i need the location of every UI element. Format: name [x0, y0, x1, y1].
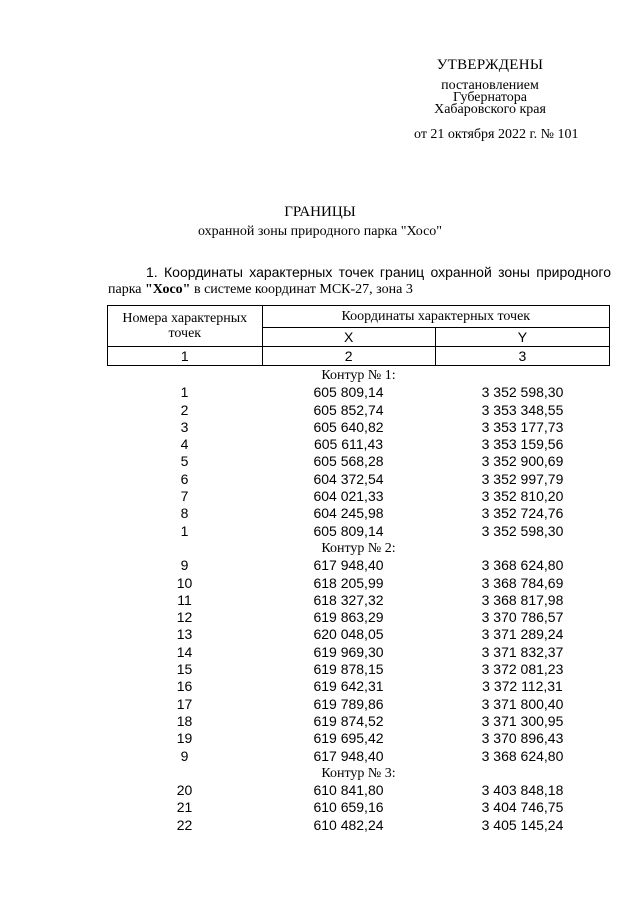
coordinate-y: 3 403 848,18 — [481, 782, 564, 799]
coordinate-x: 604 372,54 — [313, 470, 384, 487]
section-line-1 — [108, 264, 611, 281]
point-number: 8 — [180, 505, 189, 522]
point-number: 22 — [176, 816, 193, 833]
section-line-2 — [108, 281, 611, 298]
coordinate-y: 3 404 746,75 — [481, 799, 564, 816]
coordinate-x: 619 878,15 — [313, 661, 384, 678]
point-number: 13 — [176, 626, 193, 643]
coordinate-x: 618 327,32 — [313, 591, 384, 608]
coordinate-x: 619 789,86 — [313, 695, 384, 712]
point-number: 1 — [180, 384, 189, 401]
contour-label: Контур № 2: — [321, 540, 396, 556]
table-row — [107, 644, 610, 661]
approval-date: от 21 октября 2022 г. № 101 — [414, 127, 579, 142]
point-number: 5 — [180, 453, 189, 470]
point-number: 14 — [176, 643, 193, 660]
point-number: 11 — [177, 591, 192, 608]
coordinate-y: 3 370 896,43 — [481, 730, 564, 747]
coordinate-y: 3 372 081,23 — [481, 661, 564, 678]
coordinate-y: 3 353 348,55 — [481, 401, 564, 418]
header-x: X — [262, 328, 435, 347]
table-row — [107, 436, 610, 453]
point-number: 16 — [176, 678, 193, 695]
coordinate-x: 605 809,14 — [313, 522, 384, 539]
contour-label: Контур № 3: — [321, 765, 396, 781]
table-row — [107, 402, 610, 419]
point-number: 20 — [176, 782, 193, 799]
document-subtitle: охранной зоны природного парка "Хосо" — [197, 224, 442, 239]
coordinates-table-header — [107, 305, 610, 366]
coordinate-y: 3 353 159,56 — [481, 436, 564, 453]
coordinate-y: 3 352 598,30 — [481, 384, 564, 401]
point-number: 2 — [180, 401, 189, 418]
coordinate-x: 619 695,42 — [313, 730, 384, 747]
table-row — [107, 609, 610, 626]
coordinate-y: 3 368 817,98 — [481, 591, 564, 608]
coordinate-x: 610 482,24 — [313, 816, 384, 833]
table-row — [107, 713, 610, 730]
approval-line-2: Губернатора — [452, 90, 528, 105]
table-row — [107, 488, 610, 505]
table-row — [107, 523, 610, 540]
coordinate-x: 619 642,31 — [313, 678, 384, 695]
coordinate-x: 619 969,30 — [313, 643, 384, 660]
point-number: 17 — [176, 695, 193, 712]
coordinate-y: 3 405 145,24 — [481, 816, 564, 833]
table-row — [107, 661, 610, 678]
coordinates-rows — [107, 367, 610, 834]
coordinate-y: 3 371 800,40 — [481, 695, 564, 712]
coordinate-x: 605 568,28 — [313, 453, 384, 470]
document-title: ГРАНИЦЫ — [284, 204, 356, 220]
contour-label-row — [107, 540, 610, 557]
point-number: 9 — [180, 747, 189, 764]
table-row — [107, 730, 610, 747]
table-row — [107, 505, 610, 522]
coordinate-y: 3 371 289,24 — [481, 626, 564, 643]
header-point-numbers: Номера характерных точек — [108, 306, 263, 347]
contour-label: Контур № 1: — [321, 368, 396, 383]
approval-line-1: постановлением — [441, 78, 539, 93]
point-number: 1 — [180, 522, 189, 539]
coordinate-y: 3 368 624,80 — [481, 557, 564, 574]
contour-label-row — [107, 367, 610, 384]
coordinate-x: 617 948,40 — [313, 557, 384, 574]
section-line-2-end: в системе координат МСК-27, зона 3 — [190, 282, 413, 297]
point-number: 9 — [180, 557, 189, 574]
table-row — [107, 453, 610, 470]
coordinate-x: 605 852,74 — [313, 401, 384, 418]
coordinate-x: 619 863,29 — [313, 609, 384, 626]
table-row — [107, 626, 610, 643]
table-row — [107, 592, 610, 609]
point-number: 3 — [180, 418, 189, 435]
coordinate-y: 3 352 810,20 — [481, 488, 564, 505]
coordinate-y: 3 368 784,69 — [481, 574, 564, 591]
point-number: 7 — [180, 488, 189, 505]
coordinate-y: 3 352 598,30 — [481, 522, 564, 539]
coordinate-y: 3 352 997,79 — [481, 470, 564, 487]
coordinate-x: 610 659,16 — [313, 799, 384, 816]
section-paragraph — [108, 264, 611, 298]
table-row — [107, 575, 610, 592]
point-number: 10 — [176, 574, 193, 591]
coordinate-x: 617 948,40 — [313, 747, 384, 764]
coordinate-y: 3 371 300,95 — [481, 712, 564, 729]
point-number: 4 — [180, 436, 189, 453]
coordinate-x: 620 048,05 — [313, 626, 384, 643]
coordinate-x: 604 021,33 — [313, 488, 384, 505]
park-name: "Хосо" — [145, 282, 191, 297]
section-line-1-text: Координаты характерных точек границ охранной зоны природного — [164, 264, 612, 280]
coordinate-y: 3 352 900,69 — [481, 453, 564, 470]
table-row — [107, 799, 610, 816]
coordinate-x: 618 205,99 — [313, 574, 384, 591]
coordinate-x: 610 841,80 — [313, 782, 384, 799]
header-num-3: 3 — [435, 347, 609, 366]
table-row — [107, 696, 610, 713]
table-row — [107, 384, 610, 401]
coordinates-table-body — [107, 367, 610, 834]
coordinate-y: 3 372 112,31 — [482, 678, 563, 695]
coordinate-x: 605 809,14 — [313, 384, 384, 401]
approval-line-3: Хабаровского края — [434, 102, 546, 117]
coordinate-y: 3 370 786,57 — [481, 609, 564, 626]
point-number: 21 — [176, 799, 193, 816]
header-y: Y — [435, 328, 609, 347]
point-number: 18 — [176, 712, 193, 729]
section-number: 1. — [146, 264, 158, 280]
point-number: 12 — [176, 609, 193, 626]
point-number: 15 — [176, 661, 193, 678]
coordinate-y: 3 353 177,73 — [481, 418, 564, 435]
coordinate-x: 605 611,43 — [313, 436, 384, 453]
table-row — [107, 419, 610, 436]
coordinate-y: 3 371 832,37 — [481, 643, 564, 660]
approval-title: УТВЕРЖДЕНЫ — [436, 57, 544, 73]
coordinate-y: 3 368 624,80 — [481, 747, 564, 764]
coordinate-x: 619 874,52 — [313, 712, 384, 729]
table-row — [107, 817, 610, 834]
coordinate-y: 3 352 724,76 — [481, 505, 564, 522]
point-number: 19 — [176, 730, 193, 747]
header-num-2: 2 — [262, 347, 435, 366]
coordinate-x: 604 245,98 — [313, 505, 384, 522]
point-number: 6 — [180, 470, 189, 487]
table-row — [107, 748, 610, 765]
table-row — [107, 471, 610, 488]
contour-label-row — [107, 765, 610, 782]
section-line-2-start: парка — [108, 282, 146, 297]
header-num-1: 1 — [108, 347, 263, 366]
table-row — [107, 782, 610, 799]
coordinate-x: 605 640,82 — [313, 418, 384, 435]
table-row — [107, 678, 610, 695]
table-row — [107, 557, 610, 574]
header-coordinates: Координаты характерных точек — [262, 306, 609, 328]
